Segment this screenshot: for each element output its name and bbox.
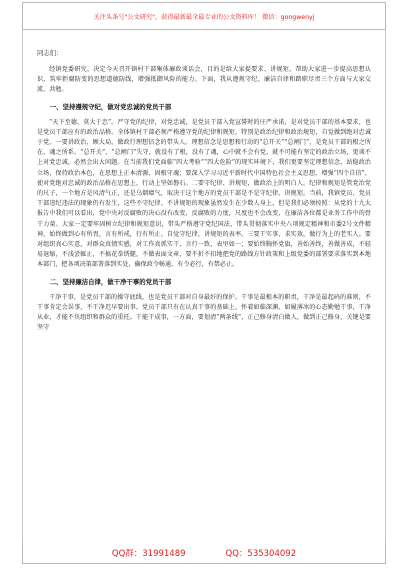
- banner-text: 关注头条号"公文研究"，获得最新最全最专业的公文资料库！ 微信：gongwenyj: [93, 13, 315, 21]
- intro-paragraph: 经镇党委研究，决定今天召开镇村干部集体廉政谈话会，目的是给大家提要求、讲规矩，帮助大家进一步提高思想认识，筑牢拒腐防变的思想道德防线，增强抵御风险的能力。下面，我从遵规守纪、廉洁自律和踏职尽责三个方面与大家交流、共勉。: [37, 66, 371, 94]
- section-heading-2: 二、坚持廉洁自律，做干净干事的党员干部: [49, 277, 172, 286]
- section-heading-1: 一、坚持遵规守纪，做对党忠诚的党员干部: [49, 102, 172, 111]
- footer-contact: [22, 542, 386, 564]
- top-banner: [22, 2, 386, 30]
- greeting: 同志们：: [37, 49, 63, 57]
- section-1-paragraph: “天下至德，莫大于忠”。严守党的纪律，对党忠诚，是党员干部入党宣誓时的庄严承诺，是对党员干部的基本要求，也是党员干部应有的政治品格。全体镇村干部必须严格遵守党的纪律和规矩，特别是政治纪律和政治规矩，自觉做到绝对忠诚于党。一要讲政治、顾大局，做政行理想信念的带头人。理想信念是思想和行动的“总开关”“总闸门”，是党员干部的根之所在、魂之所系。“总开关”、“总闸门”失守，就没有了根，没有了魂，心中就不会有党，就不可能有坚定的政治立场，更谈不上对党忠诚，必然会出大问题。在当前我们党面临“四大考验”“四大危险”的现实环境下，我们更要坚定理想信念，站稳政治立场，保持政治本色，在思想上正本清源、固根守魂；要深入学习习近平新时代中国特色社会主义思想，增强“四个自信”，使对党绝对忠诚的政治品格在思想上，行动上坚如磐石。二要守纪律、讲规矩，做政治上的明白人。纪律和规矩是管党治党的尺子，一个地方是风清气正，还是乌烟瘴气，取决于这个地方的党员干部是不是守纪律、讲规矩。当前，我镇党员、党员干部违纪违法的现象仍有发生，这些不守纪律、不讲规矩的现象虽然发生在少数人身上，但是我们必须按照：从党的十九大报告中我们可以看出，党中央对反腐败的决心没有改变，反腐败的力度，尺度也不会改变，在廉洁各位都是业务工作中的骨干力量。大家一定要牢固树立纪律和规矩意识，带头严格遵守党纪国法，带头贯彻落实中央八项规定精神和市委2号文件精神，始终做到心有所畏，言有所戒，行有所止。自觉守纪律，讲规矩的表率。三要干实事、求实效，做行为上的老实人。要对组织真心实意，对群众真情实感，对工作真抓实干，言行一致，表里如一；要始终胸怀党旗，善始善终，善做善成，不轻易退缩，不浅尝辄止，不搞花拳绣腿，不做表面文章，要不折不扣地把党的路线方针政策和上级党委的部署要求落实到本地本部门，把各项决策部署落到实处，确保政令畅通，有令必行，有禁必止。: [37, 118, 371, 269]
- document-page: [22, 30, 386, 542]
- footer-qq: QQ：535304092: [225, 548, 297, 559]
- section-2-paragraph: 干净干事，是党员干部的操守底线，也是党员干部对自身最好的保护。干事是最根本的职责，干净是最起码的准则，不干事肯定会误事，不干净迟早要出事。党员干部只有在认真干事的基础上，怀着如临深渊、如履薄冰的心态勤勉干事，干净从业，才能不负组织和群众的重托。干能干成事，一方面，要划清“两条线”，正己修身清白做人，做到正己修身，关键是要坚守: [37, 293, 371, 332]
- footer-qq-group: QQ群：31991489: [111, 548, 186, 559]
